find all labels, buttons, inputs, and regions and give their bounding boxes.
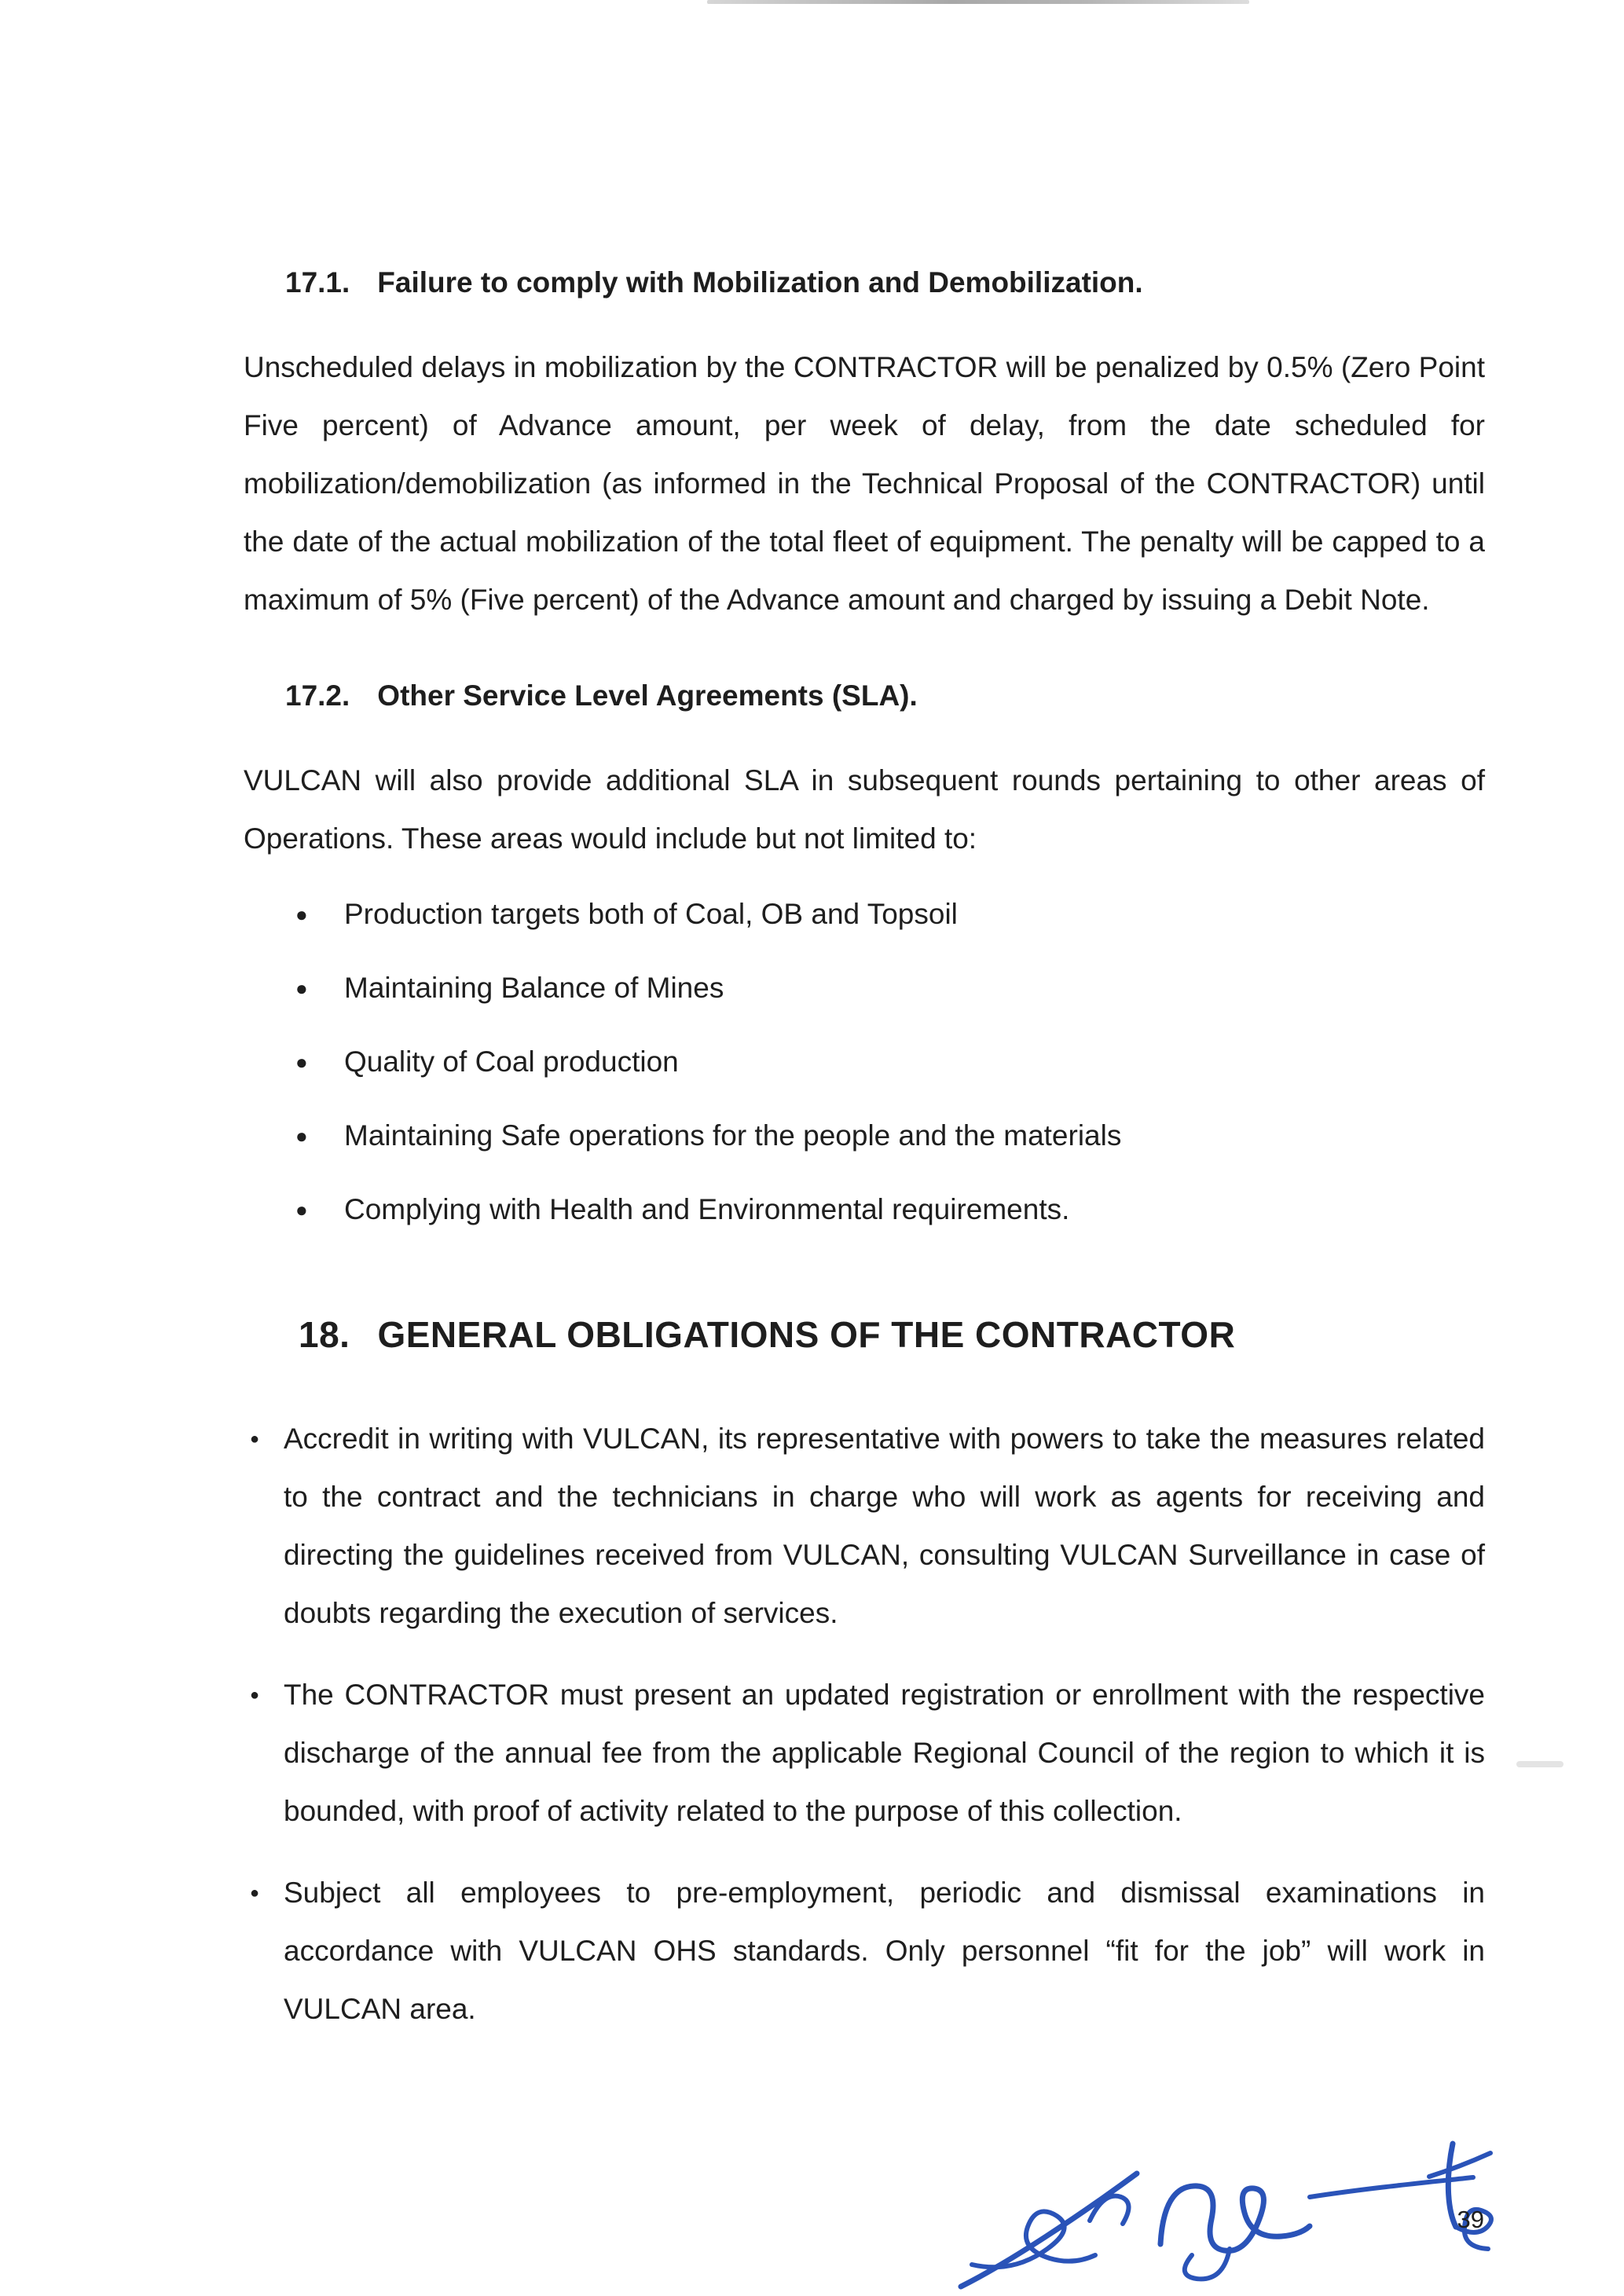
bullet-icon: ● (295, 903, 308, 926)
heading-number: 17.2. (285, 679, 350, 712)
heading-text: GENERAL OBLIGATIONS OF THE CONTRACTOR (377, 1314, 1236, 1355)
bullet-item (250, 1666, 1485, 1840)
bullet-text: Complying with Health and Environmental requirements. (344, 1193, 1070, 1225)
bullet-text: Subject all employees to pre-employment, periodic and dismissal examinations in accordance with VULCAN OHS standards. Only personnel “fit for the job” will work in VULCAN area. (284, 1877, 1485, 2025)
bullet-icon: ● (295, 1198, 308, 1221)
bullet-item (250, 1864, 1485, 2038)
heading-text: Other Service Level Agreements (SLA). (377, 679, 918, 712)
bullet-text: Maintaining Balance of Mines (344, 972, 724, 1004)
heading-number: 17.1. (285, 266, 350, 298)
bullet-icon: ● (295, 1050, 308, 1074)
bullet-text: The CONTRACTOR must present an updated registration or enrollment with the respective discharge of the annual fee from the applicable Regional Council of the region to which it is bounded, with proof of activity related to the purpose of this collection. (284, 1679, 1485, 1827)
bullet-item (295, 1107, 1485, 1165)
paragraph-17-1: Unscheduled delays in mobilization by the CONTRACTOR will be penalized by 0.5% (Zero Point Five percent) of Advance amount, per week of delay, from the date scheduled for mobilization/demobilization (as informed in the Technical Proposal of the CONTRACTOR) until the date of the actual mobilization of the total fleet of equipment. The penalty will be capped to a maximum of 5% (Five percent) of the Advance amount and charged by issuing a Debit Note. (244, 351, 1485, 616)
bullet-icon: ● (250, 1884, 260, 1902)
heading-17-1 (285, 263, 1485, 302)
bullet-icon: ● (295, 976, 308, 1000)
bullet-icon: ● (250, 1686, 260, 1704)
bullet-icon: ● (295, 1124, 308, 1148)
handwritten-signature (923, 2133, 1544, 2294)
bullet-text: Maintaining Safe operations for the people and the materials (344, 1119, 1122, 1152)
paragraph-17-2: VULCAN will also provide additional SLA in subsequent rounds pertaining to other areas of Operations. These areas would include but not limited to: (244, 764, 1485, 855)
bullet-text: Quality of Coal production (344, 1045, 679, 1078)
heading-18 (299, 1311, 1485, 1358)
page-number: 39 (1457, 2206, 1484, 2233)
bullet-item (295, 1181, 1485, 1239)
bullet-item (295, 1033, 1485, 1091)
bullet-icon: ● (250, 1430, 260, 1448)
heading-number: 18. (299, 1314, 350, 1355)
heading-17-2 (285, 676, 1485, 716)
bullet-item (295, 959, 1485, 1017)
sla-bullet-list (295, 885, 1485, 1239)
heading-text: Failure to comply with Mobilization and Demobilization. (377, 266, 1143, 298)
bullet-text: Accredit in writing with VULCAN, its representative with powers to take the measures related to the contract and the technicians in charge who will work as agents for receiving and directing the guidelines received from VULCAN, consulting VULCAN Surveillance in case of doubts regarding the execution of services. (284, 1423, 1485, 1629)
bullet-item (250, 1410, 1485, 1642)
obligations-bullet-list (250, 1410, 1485, 2038)
page-content (244, 263, 1485, 2062)
scan-artifact-smudge (1516, 1761, 1564, 1767)
bullet-item (295, 885, 1485, 943)
scan-artifact-line (707, 0, 1249, 4)
bullet-text: Production targets both of Coal, OB and Topsoil (344, 898, 958, 930)
